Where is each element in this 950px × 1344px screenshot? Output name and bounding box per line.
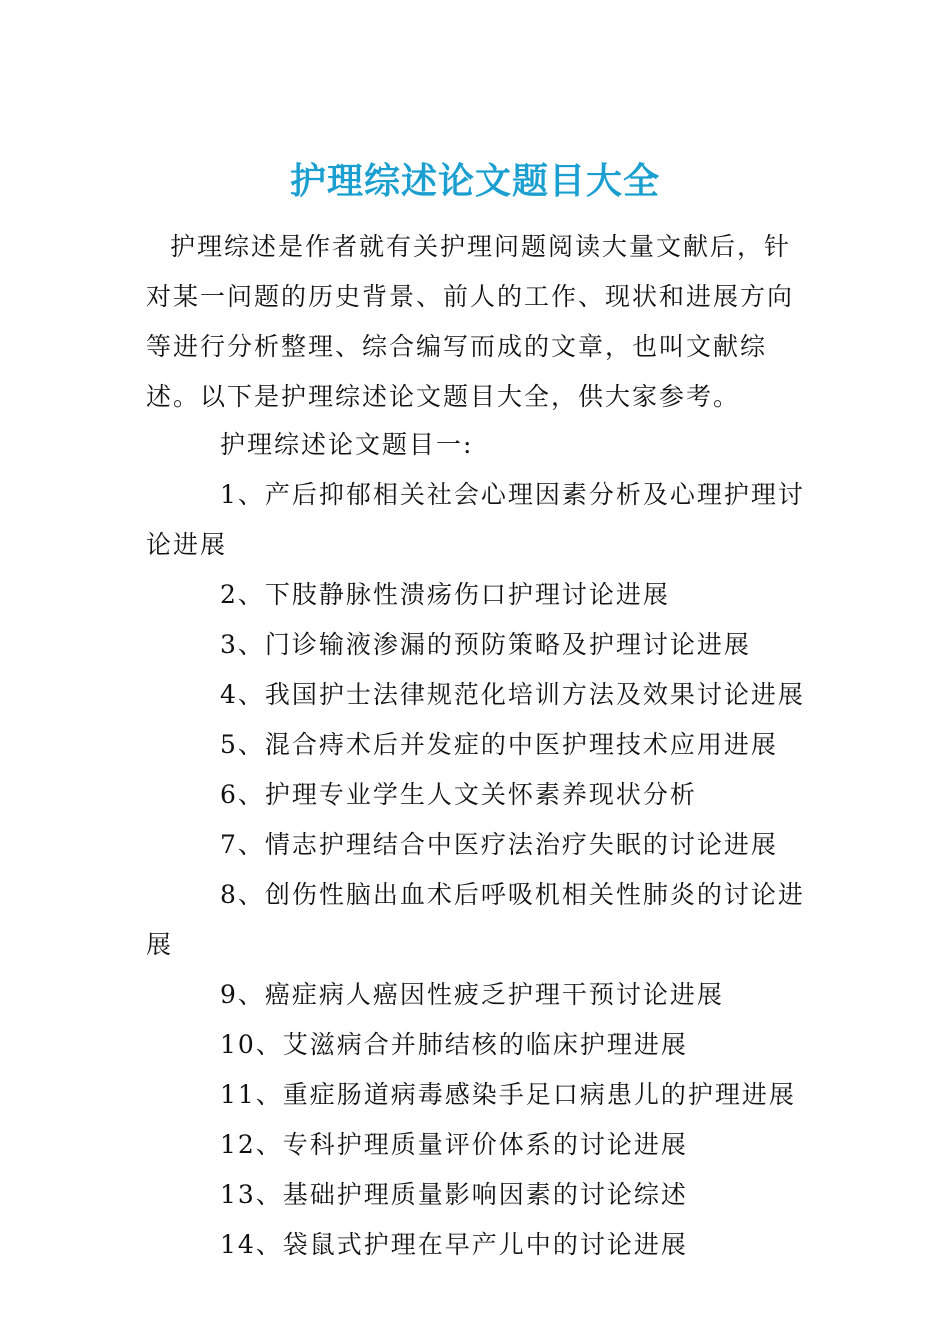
list-item: 10、艾滋病合并肺结核的临床护理进展 [220,1030,688,1059]
list-item: 8、创伤性脑出血术后呼吸机相关性肺炎的讨论进展 [146,880,805,959]
list-item: 9、癌症病人癌因性疲乏护理干预讨论进展 [220,980,724,1009]
list-item: 2、下肢静脉性溃疡伤口护理讨论进展 [220,580,670,609]
page-title: 护理综述论文题目大全 [289,161,660,203]
list-item: 12、专科护理质量评价体系的讨论进展 [220,1130,688,1159]
topic-list [146,420,814,1270]
section-heading: 护理综述论文题目一: [220,430,474,459]
list-item: 1、产后抑郁相关社会心理因素分析及心理护理讨论进展 [146,480,805,559]
list-item: 6、护理专业学生人文关怀素养现状分析 [220,780,697,809]
list-item: 4、我国护士法律规范化培训方法及效果讨论进展 [220,680,805,709]
list-item: 5、混合痔术后并发症的中医护理技术应用进展 [220,730,778,759]
intro-paragraph: 护理综述是作者就有关护理问题阅读大量文献后，针对某一问题的历史背景、前人的工作、现状和进展方向等进行分析整理、综合编写而成的文章，也叫文献综述。以下是护理综述论文题目大全，供大家参考。 [146,232,795,411]
list-item: 13、基础护理质量影响因素的讨论综述 [220,1180,688,1209]
list-item: 7、情志护理结合中医疗法治疗失眠的讨论进展 [220,830,778,859]
list-item: 14、袋鼠式护理在早产儿中的讨论进展 [220,1230,688,1259]
list-item: 11、重症肠道病毒感染手足口病患儿的护理进展 [220,1080,796,1109]
list-item: 3、门诊输液渗漏的预防策略及护理讨论进展 [220,630,751,659]
topic-items [146,470,814,1270]
